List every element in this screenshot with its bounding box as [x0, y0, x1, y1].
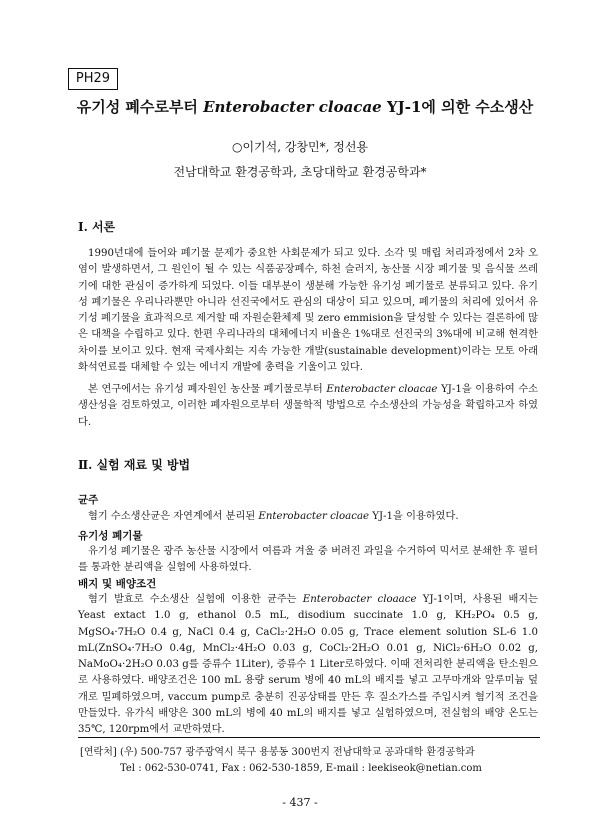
strain-heading: 균주: [78, 494, 99, 506]
title-organism: Enterobacter cloacae: [203, 98, 382, 116]
contact-phone-email: Tel : 062-530-0741, Fax : 062-530-1859, E-mail : leekiseok@netian.com: [120, 763, 482, 774]
author-list: ○이기석, 강창민*, 정선용: [231, 140, 369, 154]
intro-paragraph-1: 1990년대에 들어와 폐기물 문제가 중요한 사회문제가 되고 있다. 소각 및 매립 처리과정에서 2차 오염이 발생하면서, 그 원인이 될 수 있는 식품공장폐수, 하천 슬러지, 농산물 시장 폐기물 및 음식물 쓰레기에 대한 관심이 증가하게 되었다. 이들 대부분이 생분해 가능한 유기성 폐기물로 분류되고 있다. 유기성 폐기물은 우리나라뿐만 아니라 선진국에서도 관심의 대상이 되고 있으며, 폐기물의 처리에 있어서 유기성 폐기물을 효과적으로 제거할 때 자원순환체제 및 zero emmision을 달성할 수 있다는 결론하에 많은 대책을 수립하고 있다. 한편 우리나라의 대체에너지 비율은 1%대로 선진국의 3%대에 비교해 현격한 차이를 보이고 있다. 현재 국제사회는 지속 가능한 개발(sustainable development)이라는 모토 아래 화석연료를 대체할 수 있는 에너지 개발에 총력을 기울이고 있다.: [78, 248, 538, 374]
page-number: - 437 -: [282, 796, 318, 809]
intro-paragraph-2: [78, 382, 538, 431]
strain-pre: 혐기 수소생산균은 자연계에서 분리된: [88, 511, 259, 522]
organic-waste-heading: 유기성 폐기물: [78, 530, 143, 542]
strain-post: YJ-1을 이용하였다.: [369, 511, 459, 522]
intro-heading: Ⅰ. 서론: [78, 220, 116, 234]
intro-p2-organism: Enterobacter cloacae: [326, 384, 438, 395]
footer-divider: [78, 737, 540, 738]
paper-id-badge: PH29: [68, 68, 118, 90]
affiliation: 전남대학교 환경공학과, 초당대학교 환경공학과*: [173, 165, 427, 179]
medium-paragraph: [78, 592, 538, 739]
contact-address: [연락처] (우) 500-757 광주광역시 북구 용봉동 300번지 전남대학교 공과대학 환경공학과: [80, 747, 475, 758]
medium-pre: 혐기 발효로 수소생산 실험에 이용한 균주는: [88, 594, 303, 605]
medium-organism: Enterobacter cloaace: [302, 594, 417, 605]
intro-p2-post: YJ-1을 이용하여 수소생산성을 검토하였고, 이러한 폐자원으로부터 생물학적 방법으로 수소생산의 가능성을 확립하고자 하였다.: [78, 384, 538, 428]
intro-p2-pre: 본 연구에서는 유기성 폐자원인 농산물 폐기물로부터: [88, 384, 327, 395]
methods-heading: Ⅱ. 실험 재료 및 방법: [78, 458, 191, 472]
title-suffix: YJ-1에 의한 수소생산: [381, 98, 534, 116]
strain-organism: Enterobacter cloacae: [258, 511, 370, 522]
medium-heading: 배지 및 배양조건: [78, 578, 157, 590]
paper-title: [70, 96, 540, 117]
medium-post: YJ-1이며, 사용된 배지는 Yeast extact 1.0 g, ethanol 0.5 mL, disodium succinate 1.0 g, KH₂PO₄ 0.5 g, MgSO₄·7H₂O 0.4 g, NaCl 0.4 g, CaCl₂·2H₂O 0.05 g, Trace element solution SL-6 1.0 mL(ZnSO₄·7H₂O 0.4g, MnCl₂·4H₂O 0.03 g, CoCl₂·2H₂O 0.01 g, NiCl₂·6H₂O 0.02 g, NaMoO₄·2H₂O 0.03 g를 증류수 1Liter), 증류수 1 Liter로하였다. 이때 전처리한 분리액을 탄소원으로 사용하였다. 배양조건은 100 mL 용량 serum 병에 40 mL의 배지를 넣고 고무마개와 알루미늄 덮개로 밀폐하였으며, vaccum pump로 충분히 진공상태를 만든 후 질소가스를 주입시켜 혐기적 조건을 만들었다. 유가식 배양은 300 mL의 병에 40 mL의 배지를 넣고 실험하였으며, 전실험의 배양 온도는 35℃, 120rpm에서 교반하였다.: [78, 594, 538, 736]
title-prefix: 유기성 폐수로부터: [76, 98, 204, 116]
organic-waste-paragraph: 유기성 폐기물은 광주 농산물 시장에서 여름과 겨울 중 버려진 과일을 수거하여 믹서로 분쇄한 후 필터를 통과한 분리액을 실험에 사용하였다.: [78, 546, 538, 574]
contact-info: [80, 745, 482, 777]
strain-paragraph: [78, 509, 538, 525]
